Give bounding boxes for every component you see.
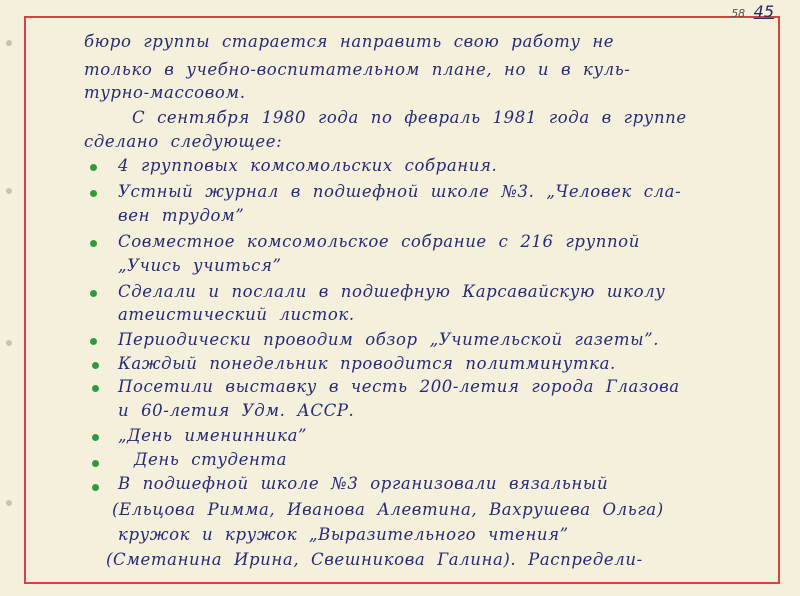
- text-line: С сентября 1980 года по февраль 1981 года в группе: [132, 108, 687, 127]
- list-item-text: Каждый понедельник проводится политминутка.: [118, 354, 616, 373]
- bullet-icon: [90, 190, 97, 197]
- list-item-text: В подшефной школе №3 организовали вязальный: [118, 474, 609, 493]
- list-item-text: вен трудом”: [118, 206, 245, 225]
- text-line: турно-массовом.: [84, 83, 246, 102]
- bullet-icon: [92, 362, 99, 369]
- bullet-icon: [90, 164, 97, 171]
- text-line: сделано следующее:: [84, 132, 283, 151]
- bullet-icon: [92, 460, 99, 467]
- binder-hole: [6, 340, 12, 346]
- list-item-text: „Учись учиться”: [118, 256, 282, 275]
- list-item-text: (Ельцова Римма, Иванова Алевтина, Вахрушева Ольга): [112, 500, 664, 519]
- bullet-icon: [90, 290, 97, 297]
- text-line: бюро группы старается направить свою работу не: [84, 32, 615, 51]
- list-item-text: кружок и кружок „Выразительного чтения”: [118, 525, 569, 544]
- list-item-text: и 60-летия Удм. АССР.: [118, 401, 355, 420]
- list-item-text: 4 групповых комсомольских собрания.: [118, 156, 498, 175]
- bullet-icon: [92, 484, 99, 491]
- list-item-text: Сделали и послали в подшефную Карсавайскую школу: [118, 282, 666, 301]
- list-item-text: Посетили выставку в честь 200-летия города Глазова: [118, 377, 680, 396]
- list-item-text: День студента: [134, 450, 288, 469]
- list-item-text: (Сметанина Ирина, Свешникова Галина). Распредели-: [106, 550, 643, 569]
- bullet-icon: [90, 240, 97, 247]
- page-number-current: 45: [753, 2, 774, 21]
- list-item-text: Совместное комсомольское собрание с 216 группой: [118, 232, 640, 251]
- bullet-icon: [92, 385, 99, 392]
- list-item-text: „День именинника”: [118, 426, 308, 445]
- page-number-old: 58: [731, 7, 746, 20]
- text-line: только в учебно-воспитательном плане, но и в куль-: [84, 60, 631, 79]
- bullet-icon: [92, 434, 99, 441]
- list-item-text: атеистический листок.: [118, 305, 355, 324]
- page-number: [731, 2, 774, 21]
- list-item-text: Периодически проводим обзор „Учительской газеты”.: [118, 330, 660, 349]
- binder-hole: [6, 40, 12, 46]
- binder-hole: [6, 188, 12, 194]
- list-item-text: Устный журнал в подшефной школе №3. „Человек сла-: [118, 182, 682, 201]
- binder-holes: [6, 0, 16, 596]
- bullet-icon: [90, 338, 97, 345]
- binder-hole: [6, 500, 12, 506]
